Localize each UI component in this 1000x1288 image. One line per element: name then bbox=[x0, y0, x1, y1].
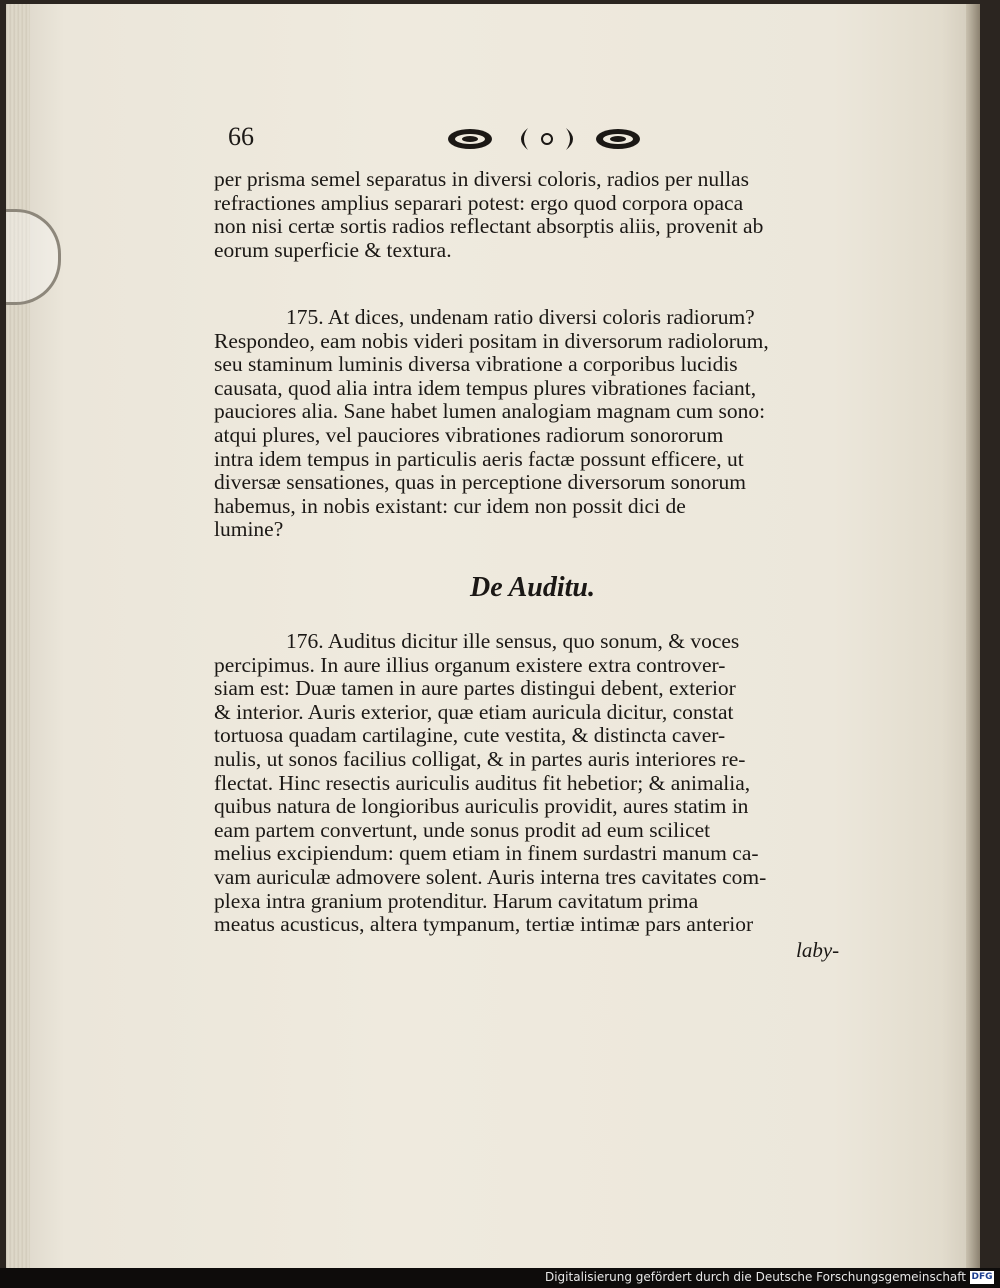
binding-edge bbox=[966, 4, 980, 1268]
page-header bbox=[228, 118, 868, 158]
footer-bar bbox=[0, 1268, 1000, 1288]
text-line: meatus acusticus, altera tympanum, tertiæ intimæ pars anterior bbox=[214, 912, 754, 937]
text-line: nulis, ut sonos facilius colligat, & in partes auris interiores re- bbox=[214, 746, 746, 771]
text-line: percipimus. In aure illius organum existere extra controver- bbox=[214, 652, 726, 677]
text-line: eam partem convertunt, unde sonus prodit ad eum scilicet bbox=[214, 817, 711, 842]
text-line: 175. At dices, undenam ratio diversi coloris radiorum? bbox=[286, 305, 755, 329]
text-line: refractiones amplius separari potest: ergo quod corpora opaca bbox=[214, 190, 744, 215]
footer-credit: Digitalisierung gefördert durch die Deutsche Forschungsgemeinschaft bbox=[544, 1270, 966, 1284]
text-line: causata, quod alia intra idem tempus plures vibrationes faciant, bbox=[214, 375, 757, 400]
text-line: siam est: Duæ tamen in aure partes distingui debent, exterior bbox=[214, 676, 736, 701]
page-number: 66 bbox=[228, 122, 254, 151]
text-line: diversæ sensationes, quas in perceptione diversorum sonorum bbox=[214, 470, 747, 495]
text-line: 176. Auditus dicitur ille sensus, quo sonum, & voces bbox=[286, 629, 740, 653]
dfg-logo: DFG bbox=[971, 1272, 993, 1282]
text-line: lumine? bbox=[214, 517, 284, 542]
paragraph-continuation bbox=[214, 168, 874, 262]
text-line: per prisma semel separatus in diversi coloris, radios per nullas bbox=[214, 167, 749, 191]
text-line: tortuosa quadam cartilagine, cute vestita, & distincta caver- bbox=[214, 723, 726, 748]
text-line: eorum superficie & textura. bbox=[214, 237, 452, 262]
text-line: flectat. Hinc resectis auriculis auditus fit hebetior; & animalia, bbox=[214, 770, 751, 795]
text-line: pauciores alia. Sane habet lumen analogiam magnam cum sono: bbox=[214, 399, 766, 424]
paragraph-176 bbox=[214, 630, 874, 937]
text-line: Respondeo, eam nobis videri positam in diversorum radiolorum, bbox=[214, 328, 769, 353]
text-line: vam auriculæ admovere solent. Auris interna tres cavitates com- bbox=[214, 864, 767, 889]
text-line: non nisi certæ sortis radios reflectant absorptis aliis, provenit ab bbox=[214, 214, 764, 239]
page-clip-marker bbox=[6, 209, 61, 305]
text-line: & interior. Auris exterior, quæ etiam auricula dicitur, constat bbox=[214, 699, 734, 724]
text-line: habemus, in nobis existant: cur idem non possit dici de bbox=[214, 493, 686, 518]
text-line: quibus natura de longioribus auriculis providit, aures statim in bbox=[214, 794, 749, 819]
catchword: laby- bbox=[796, 938, 840, 962]
text-line: seu staminum luminis diversa vibratione a corporibus lucidis bbox=[214, 352, 738, 377]
text-line: plexa intra granium protenditur. Harum cavitatum prima bbox=[214, 888, 699, 913]
paragraph-175 bbox=[214, 306, 874, 542]
page-edges bbox=[6, 4, 30, 1268]
text-line: atqui plures, vel pauciores vibrationes radiorum sonororum bbox=[214, 422, 724, 447]
text-line: intra idem tempus in particulis aeris factæ possunt efficere, ut bbox=[214, 446, 744, 471]
section-heading: De Auditu. bbox=[470, 572, 595, 603]
ornament-icon bbox=[442, 124, 692, 154]
text-line: melius excipiendum: quem etiam in finem surdastri manum ca- bbox=[214, 841, 759, 866]
